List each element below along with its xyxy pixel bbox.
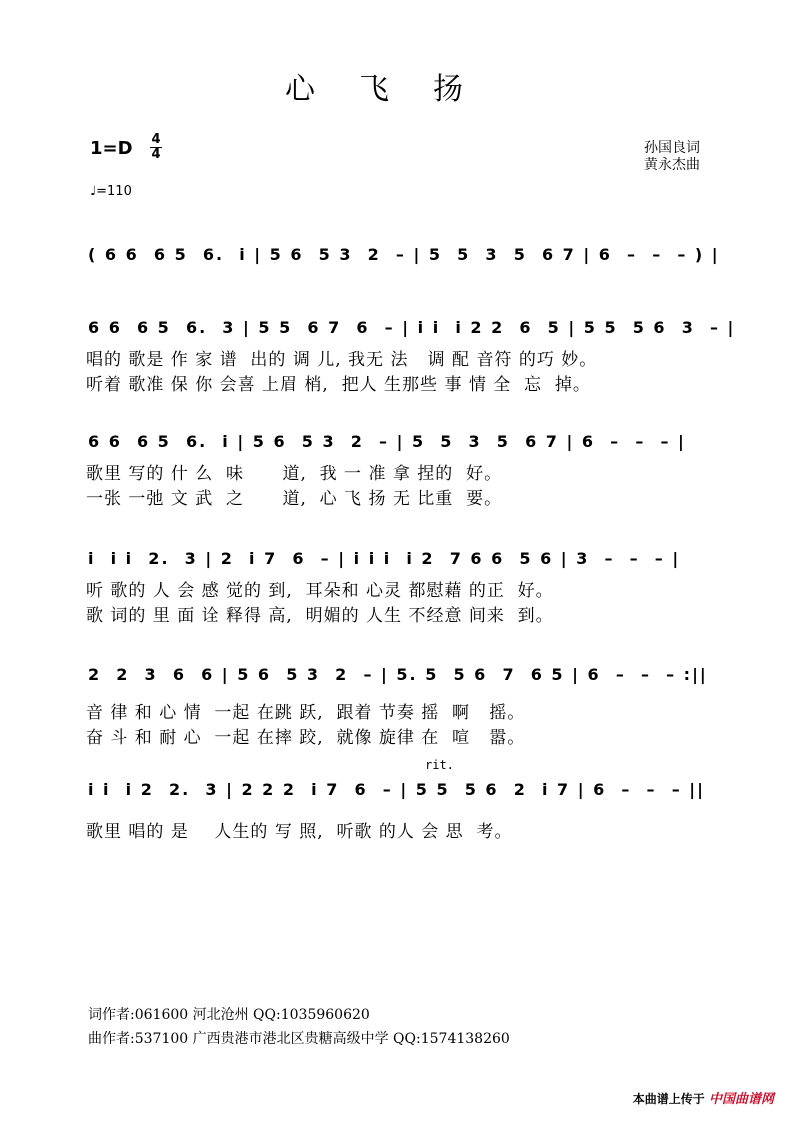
meter-top: 4 (151, 132, 161, 147)
composer-credit: 黄永杰曲 (644, 157, 700, 173)
credits (644, 140, 700, 174)
page-title: 心飞扬 (285, 72, 507, 107)
notes-line: ( 6 6 6 5 6. i | 5 6 5 3 2 – | 5 5 3 5 6 7 | 6 – – – ) | (88, 245, 720, 264)
composer-contact: 曲作者:537100 广西贵港市港北区贵糖高级中学 QQ:1574138260 (88, 1031, 510, 1047)
lyrics-verse-1: 听 歌的 人 会 感 觉的 到, 耳朵和 心灵 都慰藉 的正 好。 (86, 581, 554, 601)
score-system-3 (80, 432, 720, 552)
lyrics-verse-1: 歌里 写的 什 么 味 道, 我 一 准 拿 捏的 好。 (86, 464, 503, 484)
upload-notice (633, 1088, 774, 1107)
ritardando-marking: rit. (425, 758, 454, 772)
lyrics-verse-2: 听着 歌准 保 你 会喜 上眉 梢, 把人 生那些 事 情 全 忘 掉。 (86, 375, 591, 395)
lyricist-contact: 词作者:061600 河北沧州 QQ:1035960620 (88, 1007, 370, 1023)
meter-bottom: 4 (151, 147, 161, 162)
lyricist-credit: 孙国良词 (644, 140, 700, 156)
lyrics-verse-2: 歌 词的 里 面 诠 释得 高, 明媚的 人生 不经意 间来 到。 (86, 606, 554, 626)
lyrics-verse-1: 唱的 歌是 作 家 谱 出的 调 儿, 我无 法 调 配 音符 的巧 妙。 (86, 350, 598, 370)
notes-line: i i i 2 2. 3 | 2 2 2 i 7 6 – | 5 5 5 6 2 i 7 | 6 – – – || (88, 780, 705, 799)
score-system-6 (80, 780, 720, 900)
notes-line: i i i 2. 3 | 2 i 7 6 – | i i i i 2 7 6 6 5 6 | 3 – – – | (88, 549, 681, 568)
key-signature: 1=D (90, 138, 133, 159)
lyrics-verse-2: 一张 一弛 文 武 之 道, 心 飞 扬 无 比重 要。 (86, 489, 503, 509)
lyrics-verse-2: 奋 斗 和 耐 心 一起 在摔 跤, 就像 旋律 在 喧 嚣。 (86, 728, 526, 748)
time-signature (150, 133, 162, 162)
notes-line: 6 6 6 5 6. 3 | 5 5 6 7 6 – | i i i 2 2 6 5 | 5 5 5 6 3 – | (88, 318, 736, 337)
notes-line: 6 6 6 5 6. i | 5 6 5 3 2 – | 5 5 3 5 6 7 | 6 – – – | (88, 432, 686, 451)
lyrics-verse-1: 音 律 和 心 情 一起 在跳 跃, 跟着 节奏 摇 啊 摇。 (86, 703, 526, 723)
score-system-2 (80, 318, 736, 438)
upload-label: 本曲谱上传于 (632, 1092, 705, 1106)
site-logo: 中国曲谱网 (708, 1092, 774, 1107)
score-system-5 (80, 665, 720, 785)
lyrics-verse-1: 歌里 唱的 是 人生的 写 照, 听歌 的人 会 思 考。 (86, 822, 513, 842)
tempo-marking: ♩=110 (90, 184, 132, 199)
score-system-4 (80, 549, 720, 669)
notes-line: 2 2 3 6 6 | 5 6 5 3 2 – | 5. 5 5 6 7 6 5 | 6 – – – :|| (88, 665, 708, 684)
